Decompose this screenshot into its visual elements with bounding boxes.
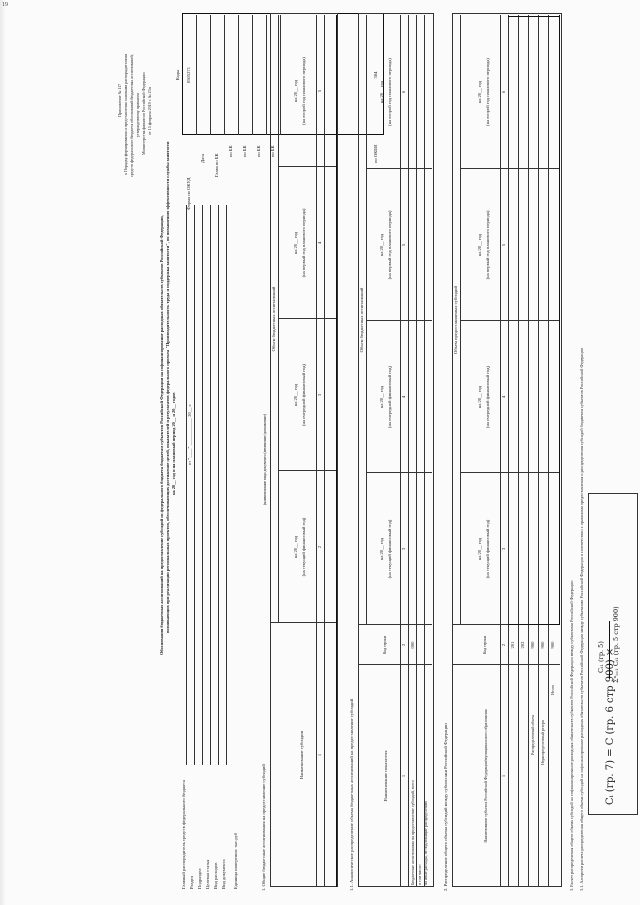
section2-heading: 2. Распределение общего объема субсидий между субъектами Российской Федерации (443, 723, 448, 891)
section2-num-4: 4 (501, 395, 506, 399)
section2-num-5: 5 (501, 243, 506, 247)
section2-col-second-sub: (на второй год планового периода) (485, 58, 490, 126)
section11-col-current: на 20__ год (379, 537, 384, 561)
section11-col-name: Наименование показателя (383, 750, 388, 802)
section1-col-current-sub: (на текущий финансовый год) (301, 517, 306, 577)
section3-heading: 3. Расчет распределения общего объема субсидий на софинансирование расходных обязательств субъектов Российской Федерации между субъектами Российской Федерации (569, 580, 574, 891)
section2-code-900c: 900 (550, 641, 555, 649)
section11-row2: в том числе: (417, 864, 422, 885)
section1-col-name: Наименование субсидии (299, 730, 304, 780)
section2-num-2: 2 (501, 643, 506, 647)
section2-col-first: на 20__ год (477, 233, 482, 257)
section1-num-5: 5 (317, 89, 322, 93)
field-vid-dokumenta: Вид документа (221, 859, 226, 889)
field-edinica: Единица измерения: тыс.руб (233, 832, 238, 889)
codes-title: Коды (175, 69, 180, 81)
okei-value: 384 (373, 71, 378, 79)
section2-code-201: 201 (510, 641, 515, 649)
section2-col-current-sub: (на текущий финансовый год) (485, 519, 490, 579)
field-vid-rashodov: Вид расходов (213, 862, 218, 889)
po-bk-1: по БК (228, 145, 233, 157)
section11-num-1: 1 (401, 774, 406, 778)
title-line-2: возникающих при реализации региональных проектов, обеспечивающих достижение целей, показателей и результатов федерального проекта "Производительность труда и поддержка занятости", по повышению эффективности службы занятости (165, 141, 170, 633)
section11-col-next-sub: (на очередной финансовый год) (387, 365, 392, 429)
field-podrazdel: Подраздел (197, 868, 202, 889)
section11-row3: на иные расходы, не подлежащие распределению (423, 800, 428, 885)
section2-code-900a: 900 (530, 641, 535, 649)
section1-num-2: 2 (317, 545, 322, 549)
section11-num-4: 4 (401, 395, 406, 399)
section1-group-header: Объем бюджетных ассигнований (271, 286, 276, 352)
section2-col-next: на 20__ год (477, 385, 482, 409)
formula-fraction-bar (609, 621, 610, 679)
section11-num-3: 3 (401, 547, 406, 551)
formula-denominator: Σⁿᵢ₌₁ Cᵢ₁ (гр. 5 стр 900) (612, 606, 620, 683)
title-line-1: Обоснования бюджетных ассигнований на предоставление субсидий из федерального бюджета бюджетам субъектов Российской Федерации на софинансирование расходных обязательств субъектов Российской Федерации, (159, 215, 164, 655)
section1-col-current: на 20__ год (293, 535, 298, 559)
date-hint: (наименование вида документа (изменение/дополнение) (263, 413, 267, 505)
appendix-line-5: Министерства финансов Российской Федерации (141, 72, 146, 155)
section2-col-first-sub: (на первый год планового периода) (485, 210, 490, 280)
section2-code-900b: 900 (540, 641, 545, 649)
appendix-line-6: от 15 февраля 2019 г. № 23н (147, 87, 152, 135)
section11-group-header: Объем бюджетных ассигнований (359, 287, 364, 353)
section1-col-first-sub: (на первый год планового периода) (301, 208, 306, 278)
form-okud-label: Форма по ОКУД (186, 177, 191, 210)
section2-total-reserve: Нераспределенный резерв (540, 720, 545, 765)
appendix-line-2: к Порядку формирования и представления главными распорядителями (123, 54, 128, 175)
appendix-line-3: средств федерального бюджета обоснований бюджетных ассигнований, (129, 54, 134, 177)
section11-col-next: на 20__ год (379, 385, 384, 409)
form-okud-value: 0505271 (186, 66, 191, 84)
section1-col-first: на 20__ год (293, 231, 298, 255)
section1-num-4: 4 (317, 241, 322, 245)
section2-col-name: Наименование субъекта Российской Федерации/муниципального образования (483, 709, 488, 843)
section11-num-6: 6 (401, 90, 406, 94)
section1-num-1: 1 (317, 753, 322, 757)
section2-num-1: 1 (501, 774, 506, 778)
section11-col-first: на 20__ год (379, 233, 384, 257)
page-number: 19 (2, 2, 8, 8)
section2-col-current: на 20__ год (477, 537, 482, 561)
section1-col-next-sub: (на очередной финансовый год) (301, 363, 306, 427)
section2-num-6: 6 (501, 90, 506, 94)
section11-col-second: на 20__ год (379, 80, 384, 104)
section11-col-first-sub: (на первый год планового периода) (387, 210, 392, 280)
section1-col-second: на 20__ год (293, 79, 298, 103)
section2-num-3: 3 (501, 547, 506, 551)
title-line-3: на 20__ год и на плановый период 20__ и 20__ годов (171, 392, 176, 495)
section2-total-itogo: Итого (550, 684, 555, 695)
field-glavny: Главный распорядитель средств федерального бюджета (181, 779, 186, 889)
section2-table (452, 13, 562, 887)
section31-heading: 3.1. Алгоритм расчета распределения общего объема субсидий на софинансирование расходных обязательств субъектов Российской Федерации между субъектами Российской Федерации в соответствии с правилами предоставления и распределения субсидий бюджетам субъектов Российской Федерации (579, 347, 584, 891)
section2-code-202: 202 (520, 641, 525, 649)
section2-group-header: Объем предоставляемых субсидий (453, 286, 458, 354)
section2-total-distributed: Распределенный объем (530, 715, 535, 755)
appendix-line-1: Приложение № 117 (117, 83, 122, 117)
section11-num-5: 5 (401, 243, 406, 247)
section11-num-2: 2 (401, 643, 406, 647)
okei-label: по ОКЕИ (373, 144, 378, 163)
section11-col-current-sub: (на текущий финансовый год) (387, 519, 392, 579)
field-celevaya: Целевая статья (205, 859, 210, 889)
section1-col-next: на 20__ год (293, 383, 298, 407)
po-bk-4: по БК (270, 145, 275, 157)
po-bk-3: по БК (256, 145, 261, 157)
date-label: Дата (200, 153, 205, 163)
section2-col-next-sub: (на очередной финансовый год) (485, 365, 490, 429)
section11-col-second-sub: (на второй год планового периода) (387, 58, 392, 126)
section11-row1: Бюджетные ассигнования на предоставление субсидий, всего (410, 780, 415, 885)
section2-col-second: на 20__ год (477, 80, 482, 104)
section1-heading: 1. Общие бюджетные ассигнования на предоставление субсидий (261, 764, 266, 891)
section11-row1-code: 000 (410, 641, 415, 649)
field-razdel: Раздел (189, 876, 194, 889)
section1-data-row (336, 15, 337, 887)
formula-lhs: Cᵢ (гр. 7) = C (гр. 6 стр 900) × (605, 647, 616, 805)
section11-heading: 1.1. Аналитическое распределение объема бюджетных ассигнований на предоставление субсидий (349, 698, 354, 891)
section2-col-code: Код строки (483, 635, 487, 655)
po-bk-2: по БК (242, 145, 247, 157)
section11-table (358, 13, 434, 887)
section11-col-code: Код строки (383, 635, 387, 655)
glava-bk-label: Глава по БК (214, 153, 219, 177)
section1-col-second-sub: (на второй год планового периода) (301, 57, 306, 125)
section1-num-3: 3 (317, 393, 322, 397)
formula-numerator: Cᵢ₁ (гр. 5) (597, 641, 605, 673)
appendix-line-4: утвержденному приказом (135, 93, 140, 137)
date-line: от "____" ____________ 20__ г. (187, 403, 192, 465)
